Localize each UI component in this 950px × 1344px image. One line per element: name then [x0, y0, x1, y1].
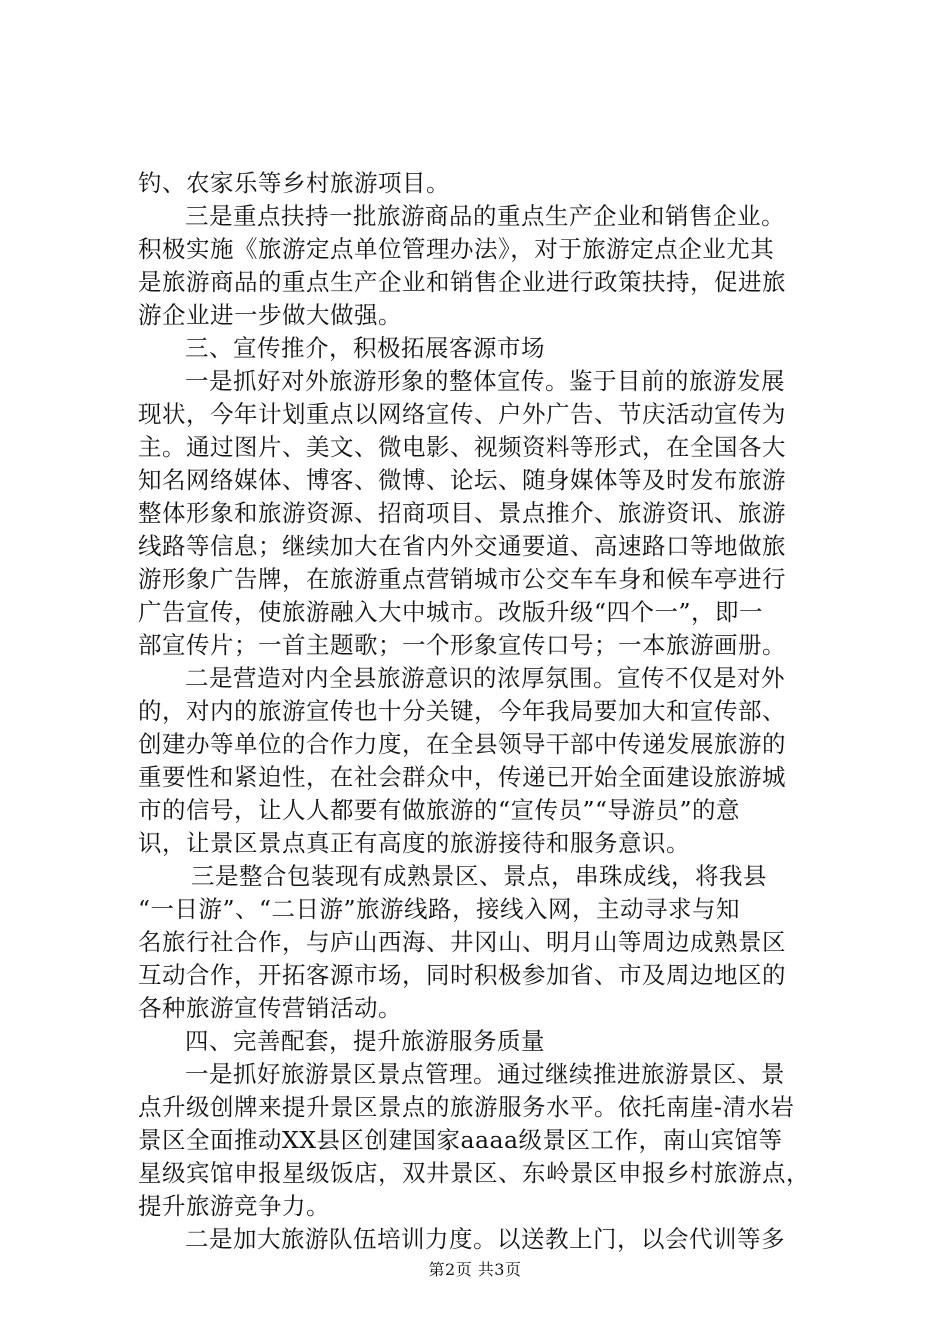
- text-line: 名旅行社合作，与庐山西海、井冈山、明月山等周边成熟景区: [138, 928, 786, 956]
- section-heading: 四、完善配套，提升旅游服务质量: [185, 1027, 545, 1055]
- text-line: 市的信号，让人人都要有做旅游的“宣传员”“导游员”的意: [138, 796, 741, 824]
- text-line: 点升级创牌来提升景区景点的旅游服务水平。依托南崖-清水岩: [138, 1093, 795, 1121]
- text-line: 二是营造对内全县旅游意识的浓厚氛围。宣传不仅是对外: [185, 664, 785, 692]
- text-line: 是旅游商品的重点生产企业和销售企业进行政策扶持，促进旅: [138, 268, 786, 296]
- text-line: 主。通过图片、美文、微电影、视频资料等形式，在全国各大: [138, 433, 786, 461]
- text-line: 重要性和紧迫性，在社会群众中，传递已开始全面建设旅游城: [138, 763, 786, 791]
- text-line: 游形象广告牌，在旅游重点营销城市公交车车身和候车亭进行: [138, 565, 786, 593]
- text-line: 三是重点扶持一批旅游商品的重点生产企业和销售企业。: [185, 202, 785, 230]
- text-line: 三是整合包装现有成熟景区、景点，串珠成线，将我县: [191, 862, 767, 890]
- text-line: 提升旅游竞争力。: [138, 1192, 330, 1220]
- text-line: 星级宾馆申报星级饭店，双井景区、东岭景区申报乡村旅游点，: [138, 1159, 810, 1187]
- text-line: 的，对内的旅游宣传也十分关键，今年我局要加大和宣传部、: [138, 697, 786, 725]
- text-line: 创建办等单位的合作力度，在全县领导干部中传递发展旅游的: [138, 730, 786, 758]
- text-line: 整体形象和旅游资源、招商项目、景点推介、旅游资讯、旅游: [138, 499, 786, 527]
- text-line: 一是抓好旅游景区景点管理。通过继续推进旅游景区、景: [185, 1060, 785, 1088]
- text-line: 景区全面推动XX县区创建国家aaaa级景区工作，南山宾馆等: [138, 1126, 783, 1154]
- text-line: 部宣传片；一首主题歌；一个形象宣传口号；一本旅游画册。: [138, 631, 786, 659]
- section-heading: 三、宣传推介，积极拓展客源市场: [185, 334, 545, 362]
- text-line: 游企业进一步做大做强。: [138, 301, 402, 329]
- text-line: 互动合作，开拓客源市场，同时积极参加省、市及周边地区的: [138, 961, 786, 989]
- text-line: 现状，今年计划重点以网络宣传、户外广告、节庆活动宣传为: [138, 400, 786, 428]
- text-line: 知名网络媒体、博客、微博、论坛、随身媒体等及时发布旅游: [138, 466, 786, 494]
- text-line: 积极实施《旅游定点单位管理办法》，对于旅游定点企业尤其: [138, 235, 775, 263]
- text-line: 钓、农家乐等乡村旅游项目。: [138, 169, 450, 197]
- text-line: 二是加大旅游队伍培训力度。以送教上门，以会代训等多: [185, 1225, 785, 1253]
- text-line: 一是抓好对外旅游形象的整体宣传。鉴于目前的旅游发展: [185, 367, 785, 395]
- page-footer: 第2页 共3页: [428, 1260, 522, 1279]
- text-line: 广告宣传，使旅游融入大中城市。改版升级“四个一”，即一: [138, 598, 764, 626]
- text-line: 识，让景区景点真正有高度的旅游接待和服务意识。: [138, 829, 690, 857]
- text-line: 线路等信息；继续加大在省内外交通要道、高速路口等地做旅: [138, 532, 786, 560]
- text-line: “一日游”、“二日游”旅游线路，接线入网，主动寻求与知: [138, 895, 741, 923]
- text-line: 各种旅游宣传营销活动。: [138, 994, 402, 1022]
